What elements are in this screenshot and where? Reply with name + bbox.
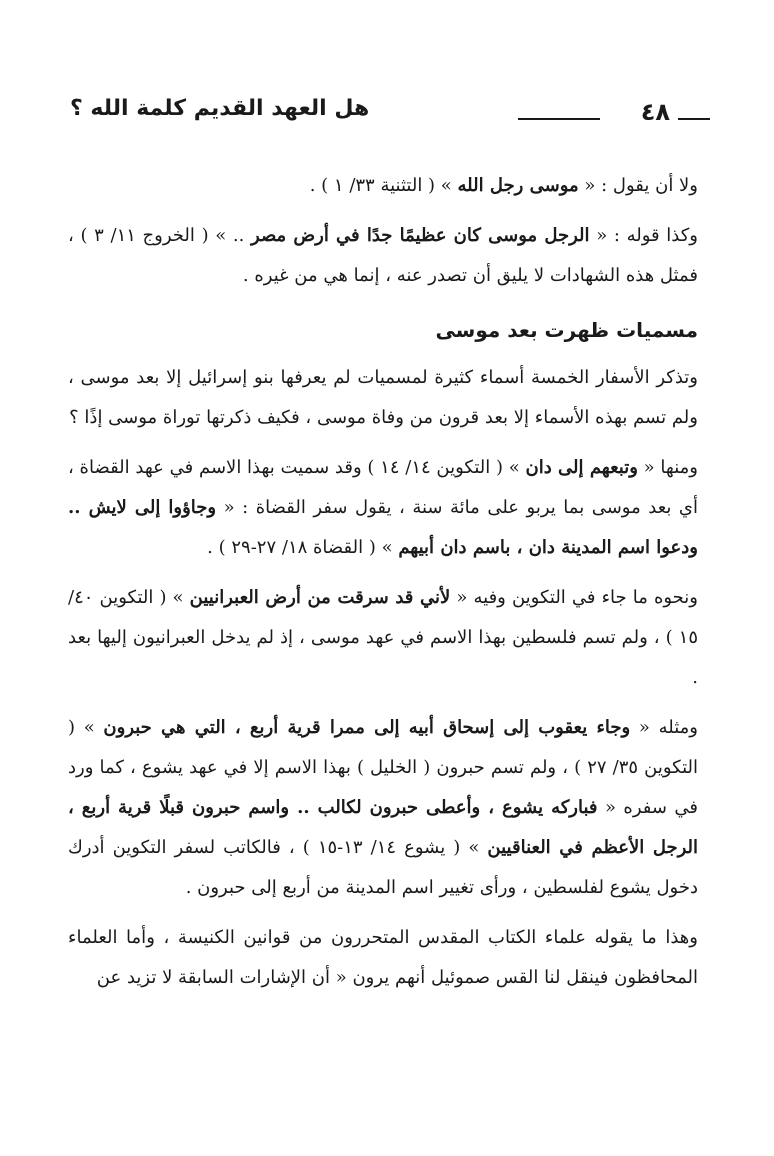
page-body <box>68 166 698 1008</box>
paragraph-4: ومنها « وتبعهم إلى دان » ( التكوين ١٤/ ١٤ ) وقد سميت بهذا الاسم في عهد القضاة ، أي بعد موسى بما يربو على مائة سنة ، يقول سفر القضاة : « وجاؤوا إلى لايش .. ودعوا اسم المدينة دان ، باسم دان أبيهم » ( القضاة ١٨/ ٢٧-٢٩ ) . <box>68 457 699 558</box>
page-number: ٤٨ <box>640 98 670 126</box>
quote-bold: لأني قد سرقت من أرض العبرانيين <box>189 587 451 608</box>
running-title: هل العهد القديم كلمة الله ؟ <box>70 96 370 121</box>
section-heading: مسميات ظهرت بعد موسى <box>435 318 698 342</box>
paragraph-7: وهذا ما يقوله علماء الكتاب المقدس المتحررون من قوانين الكنيسة ، وأما العلماء المحافظون فينقل لنا القس صموئيل أنهم يرون « أن الإشارات السابقة لا تزيد عن <box>68 927 698 988</box>
quote-bold: وجاء يعقوب إلى إسحاق أبيه إلى ممرا قرية أربع ، التي هي حبرون <box>103 717 631 738</box>
paragraph-2: وكذا قوله : « الرجل موسى كان عظيمًا جدًا في أرض مصر .. » ( الخروج ١١/ ٣ ) ، فمثل هذه الشهادات لا يليق أن تصدر عنه ، إنما هي من غيره . <box>68 225 698 286</box>
quote-bold: الرجل موسى كان عظيمًا جدًا في أرض مصر <box>251 225 590 246</box>
paragraph-1: ولا أن يقول : « موسى رجل الله » ( التثنية ٣٣/ ١ ) . <box>309 175 698 196</box>
paragraph-3: وتذكر الأسفار الخمسة أسماء كثيرة لمسميات لم يعرفها بنو إسرائيل إلا بعد موسى ، ولم تسم بهذه الأسماء إلا بعد قرون من وفاة موسى ، فكيف ذكرتها توراة موسى إذًا ؟ <box>68 367 698 428</box>
quote-bold: وجاؤوا إلى لايش .. ودعوا اسم المدينة دان ، باسم دان أبيهم <box>68 497 698 558</box>
page-header <box>70 96 710 136</box>
header-rule-middle <box>518 118 600 120</box>
quote-bold: فباركه يشوع ، وأعطى حبرون لكالب .. واسم حبرون قبلًا قرية أربع ، الرجل الأعظم في العناقيين <box>68 797 698 858</box>
header-rule-right <box>678 118 710 120</box>
quote-bold: موسى رجل الله <box>457 175 579 196</box>
quote-bold: وتبعهم إلى دان <box>525 457 638 478</box>
paragraph-5: ونحوه ما جاء في التكوين وفيه « لأني قد سرقت من أرض العبرانيين » ( التكوين ٤٠/ ١٥ ) ، ولم تسم فلسطين بهذا الاسم في عهد موسى ، إذ لم يدخل العبرانيون إليها بعد . <box>68 587 698 688</box>
paragraph-6: ومثله « وجاء يعقوب إلى إسحاق أبيه إلى ممرا قرية أربع ، التي هي حبرون » ( التكوين ٣٥/ ٢٧ ) ، ولم تسم حبرون ( الخليل ) بهذا الاسم إلا في عهد يشوع ، كما ورد في سفره « فباركه يشوع ، وأعطى حبرون لكالب .. واسم حبرون قبلًا قرية أربع ، الرجل الأعظم في العناقيين » ( يشوع ١٤/ ١٣-١٥ ) ، فالكاتب لسفر التكوين أدرك دخول يشوع لفلسطين ، ورأى تغيير اسم المدينة من أربع إلى حبرون . <box>68 717 698 898</box>
